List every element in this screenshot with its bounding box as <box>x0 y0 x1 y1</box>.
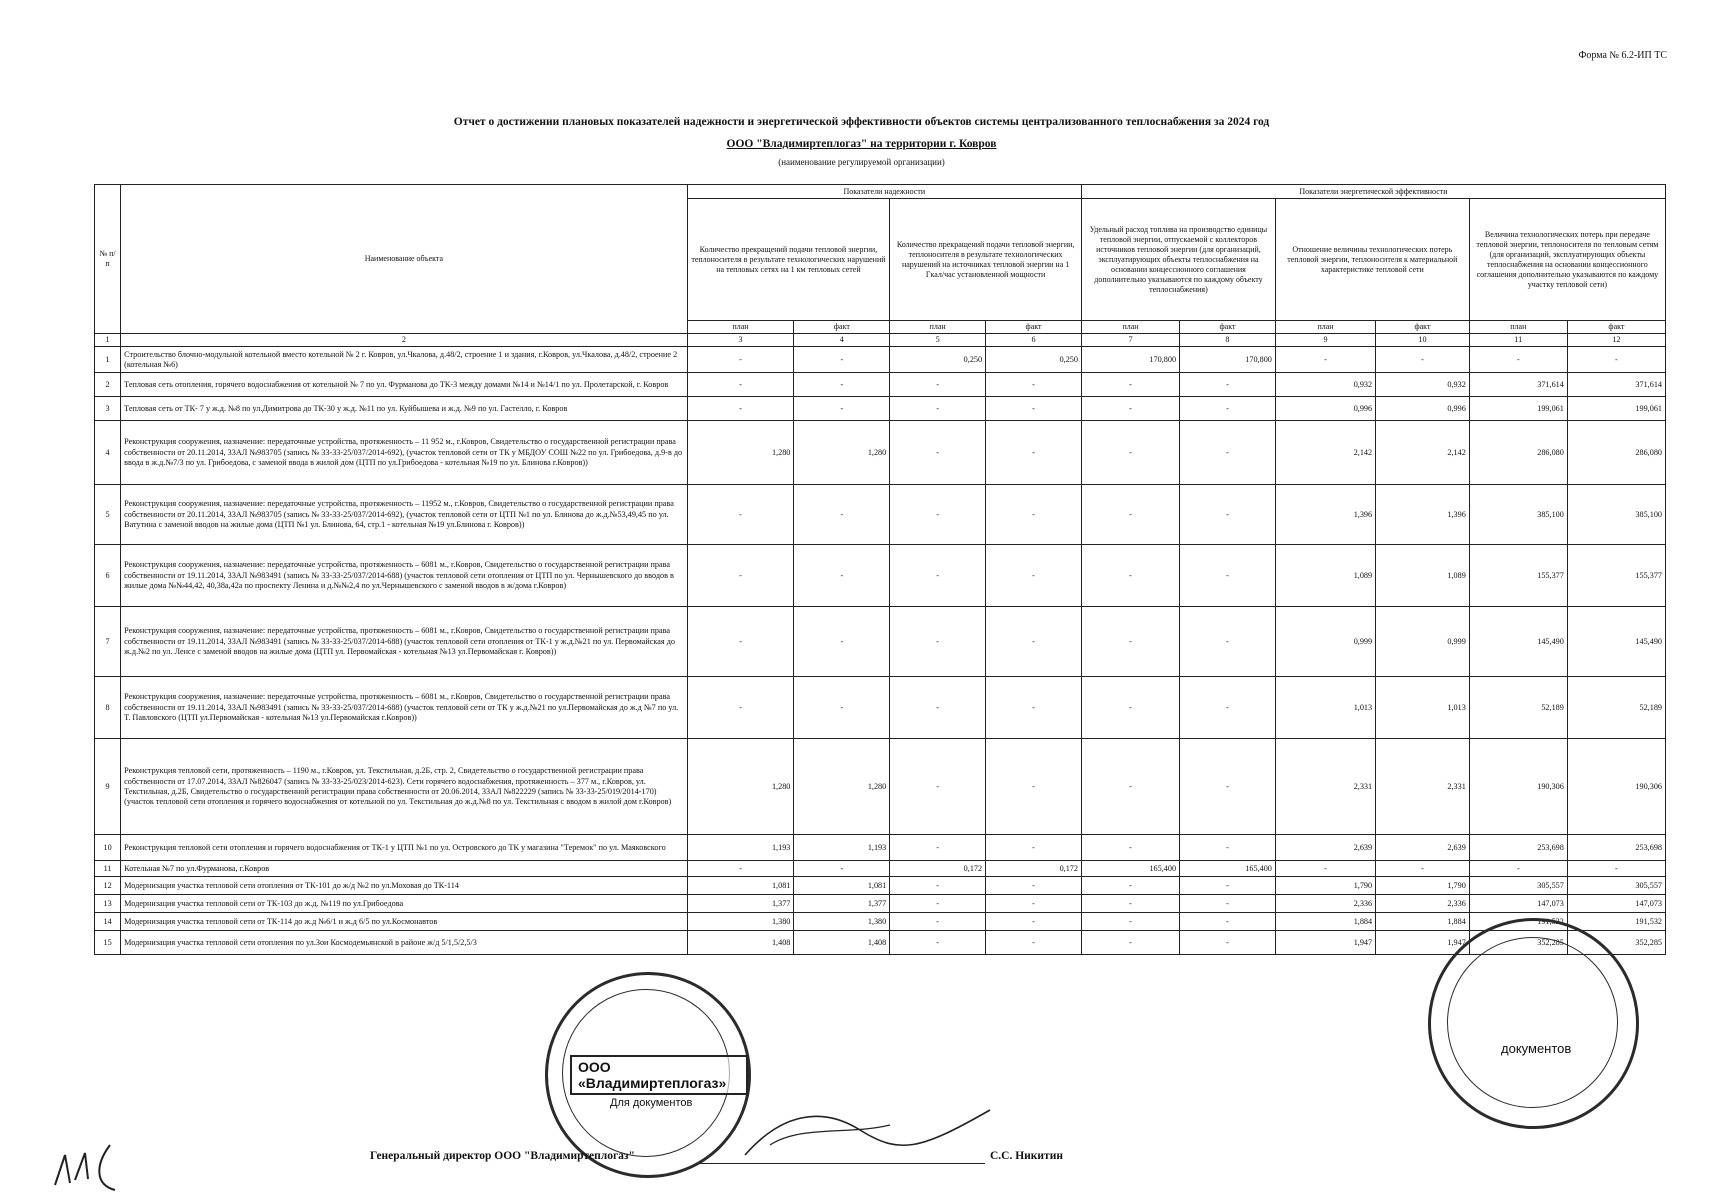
value-cell: 190,306 <box>1567 739 1665 835</box>
value-cell: - <box>1180 545 1276 607</box>
header-plan: план <box>1275 321 1375 334</box>
header-fact: факт <box>1376 321 1470 334</box>
column-index-cell: 12 <box>1567 334 1665 347</box>
value-cell: - <box>1180 931 1276 955</box>
column-index-row <box>95 334 1666 347</box>
value-cell: - <box>890 397 986 421</box>
value-cell: - <box>1180 421 1276 485</box>
header-fact: факт <box>1567 321 1665 334</box>
table-row <box>95 347 1666 373</box>
header-col-a: Количество прекращений подачи тепловой энергии, теплоносителя в результате технологических нарушений на тепловых сетях на 1 км тепловых сетей <box>687 199 890 321</box>
object-name: Модернизация участка тепловой сети отопления по ул.Зои Космодемьянской в районе ж/д 5/1,5/2,5/3 <box>121 931 687 955</box>
value-cell: 155,377 <box>1567 545 1665 607</box>
value-cell: 1,377 <box>687 895 794 913</box>
row-number: 11 <box>95 861 121 877</box>
value-cell: 1,408 <box>687 931 794 955</box>
value-cell: 1,280 <box>687 739 794 835</box>
value-cell: - <box>1081 913 1179 931</box>
value-cell: - <box>890 877 986 895</box>
table-row <box>95 913 1666 931</box>
value-cell: - <box>1081 835 1179 861</box>
value-cell: 2,142 <box>1275 421 1375 485</box>
value-cell: 352,285 <box>1567 931 1665 955</box>
value-cell: - <box>794 373 890 397</box>
report-title: Отчет о достижении плановых показателей надежности и энергетической эффективности объектов системы централизованного теплоснабжения за 2024 год <box>453 116 1270 128</box>
value-cell: 1,377 <box>794 895 890 913</box>
value-cell: 1,884 <box>1275 913 1375 931</box>
value-cell: - <box>986 739 1082 835</box>
value-cell: - <box>890 835 986 861</box>
value-cell: 0,999 <box>1275 607 1375 677</box>
seal-left-bottom: Для документов <box>610 1097 693 1109</box>
header-fact: факт <box>986 321 1082 334</box>
value-cell: - <box>1275 347 1375 373</box>
object-name: Реконструкция сооружения, назначение: передаточные устройства, протяженность – 11 952 м., г.Ковров, Свидетельство о государственной регистрации права собственности от 20.11.2014, 33АЛ №983705 (запись № 33-33-25/037/2014-692), (участок тепловой сети от ТК у МБДОУ СОШ №22 по ул. Грибоедова, д.9-в до ввода в ж.д.№7/3 по ул. Грибоедова, с заменой ввода в жилой дом (ЦТП по ул.Грибоедова - котельная №19 по ул. Блинова г.Ковров)) <box>121 421 687 485</box>
seal-left-box: ООО «Владимиртеплогаз» <box>570 1055 748 1095</box>
object-name: Реконструкция сооружения, назначение: передаточные устройства, протяженность – 11952 м., г.Ковров, Свидетельство о государственной регистрации права собственности от 20.11.2014, 33АЛ №983705 (запись № 33-33-25/037/2014-692), (участок тепловой сети от ЦТП №1 по ул. Блинова до ж.д.№53,49,45 по ул. Ватутина с заменой вводов на жилые дома (ЦТП №1 ул. Блинова, 64, стр.1 - котельная №19 ул.Блинова г. Ковров)) <box>121 485 687 545</box>
report-table <box>94 184 1666 955</box>
value-cell: - <box>1180 373 1276 397</box>
header-plan: план <box>1081 321 1179 334</box>
signature-name: С.С. Никитин <box>990 1150 1063 1162</box>
object-name: Модернизация участка тепловой сети от ТК-103 до ж.д. №119 по ул.Грибоедова <box>121 895 687 913</box>
column-index-cell: 6 <box>986 334 1082 347</box>
object-name: Котельная №7 по ул.Фурманова, г.Ковров <box>121 861 687 877</box>
table-row <box>95 485 1666 545</box>
header-plan: план <box>1469 321 1567 334</box>
row-number: 15 <box>95 931 121 955</box>
value-cell: - <box>986 545 1082 607</box>
value-cell: - <box>687 607 794 677</box>
value-cell: - <box>890 485 986 545</box>
form-number: Форма № 6.2-ИП ТС <box>1578 50 1667 61</box>
value-cell: 165,400 <box>1180 861 1276 877</box>
row-number: 3 <box>95 397 121 421</box>
value-cell: - <box>794 861 890 877</box>
value-cell: - <box>794 677 890 739</box>
table-row <box>95 895 1666 913</box>
value-cell: 2,331 <box>1275 739 1375 835</box>
row-number: 5 <box>95 485 121 545</box>
value-cell: - <box>986 895 1082 913</box>
value-cell: 2,639 <box>1376 835 1470 861</box>
value-cell: 1,089 <box>1376 545 1470 607</box>
object-name: Реконструкция сооружения, назначение: передаточные устройства, протяженность – 6081 м., г.Ковров, Свидетельство о государственной регистрации права собственности от 19.11.2014, 33АЛ №983491 (запись № 33-33-25/037/2014-688) (участок тепловой сети отопления от ЦТП по ул. Чернышевского до вводов в жилые дома №№44,42, 40,38а,42а по проспекту Ленина и д.№№2,4 по ул.Чернышевского с заменой вводов в ж/дома г.Ковров) <box>121 545 687 607</box>
table-row <box>95 545 1666 607</box>
value-cell: - <box>1469 861 1567 877</box>
value-cell: 1,947 <box>1275 931 1375 955</box>
value-cell: 0,172 <box>986 861 1082 877</box>
value-cell: - <box>890 607 986 677</box>
value-cell: 1,193 <box>687 835 794 861</box>
value-cell: - <box>890 545 986 607</box>
value-cell: 1,193 <box>794 835 890 861</box>
value-cell: - <box>794 607 890 677</box>
column-index-cell: 5 <box>890 334 986 347</box>
signature-scribble <box>740 1095 1000 1165</box>
signature-rule <box>700 1163 985 1164</box>
object-name: Реконструкция тепловой сети отопления и горячего водоснабжения от ТК-1 у ЦТП №1 по ул. Островского до ТК у магазина "Теремок" по ул. Маяковского <box>121 835 687 861</box>
value-cell: 286,080 <box>1469 421 1567 485</box>
value-cell: - <box>1081 545 1179 607</box>
value-cell: - <box>986 397 1082 421</box>
object-name: Реконструкция сооружения, назначение: передаточные устройства, протяженность – 6081 м., г.Ковров, Свидетельство о государственной регистрации права собственности от 19.11.2014, 33АЛ №983491 (запись № 33-33-25/037/2014-688) (участок тепловой сети от ТК у ж.д.№21 по ул.Первомайская до ж.д №7 по ул. Т. Павловского (ЦТП ул.Первомайская - котельная №13 ул.Первомайская г.Ковров)) <box>121 677 687 739</box>
value-cell: 1,790 <box>1275 877 1375 895</box>
value-cell: 1,280 <box>687 421 794 485</box>
value-cell: - <box>1081 607 1179 677</box>
value-cell: 2,336 <box>1275 895 1375 913</box>
value-cell: - <box>890 739 986 835</box>
value-cell: 286,080 <box>1567 421 1665 485</box>
value-cell: 170,800 <box>1081 347 1179 373</box>
value-cell: 371,614 <box>1469 373 1567 397</box>
value-cell: 371,614 <box>1567 373 1665 397</box>
value-cell: - <box>890 913 986 931</box>
value-cell: - <box>1275 861 1375 877</box>
value-cell: - <box>1081 373 1179 397</box>
header-plan: план <box>890 321 986 334</box>
row-number: 6 <box>95 545 121 607</box>
row-number: 13 <box>95 895 121 913</box>
value-cell: - <box>1376 861 1470 877</box>
value-cell: 0,999 <box>1376 607 1470 677</box>
table-row <box>95 421 1666 485</box>
row-number: 7 <box>95 607 121 677</box>
value-cell: - <box>986 677 1082 739</box>
value-cell: 147,073 <box>1567 895 1665 913</box>
header-fact: факт <box>1180 321 1276 334</box>
value-cell: - <box>1081 739 1179 835</box>
value-cell: - <box>1081 397 1179 421</box>
initials-scribble <box>50 1135 130 1195</box>
value-cell: 0,250 <box>890 347 986 373</box>
table-row <box>95 739 1666 835</box>
value-cell: 1,947 <box>1376 931 1470 955</box>
value-cell: - <box>1567 861 1665 877</box>
header-plan: план <box>687 321 794 334</box>
value-cell: - <box>1081 931 1179 955</box>
value-cell: - <box>986 835 1082 861</box>
row-number: 2 <box>95 373 121 397</box>
value-cell: - <box>986 373 1082 397</box>
value-cell: - <box>890 895 986 913</box>
value-cell: - <box>1081 485 1179 545</box>
row-number: 12 <box>95 877 121 895</box>
header-col-d: Отношение величины технологических потерь тепловой энергии, теплоносителя к материальной характеристике тепловой сети <box>1275 199 1469 321</box>
value-cell: - <box>794 347 890 373</box>
organization-name: ООО "Владимиртеплогаз" на территории г. Ковров <box>726 138 997 150</box>
value-cell: - <box>986 931 1082 955</box>
value-cell: 155,377 <box>1469 545 1567 607</box>
object-name: Модернизация участка тепловой сети от ТК-114 до ж.д №6/1 и ж.д 6/5 по ул.Космонавтов <box>121 913 687 931</box>
header-col-c: Удельный расход топлива на производство единицы тепловой энергии, отпускаемой с коллекторов источников тепловой энергии (для организаций, эксплуатирующих объекты теплоснабжения на основании концессионного соглашения дополнительно указываются по каждому объекту теплоснабжения) <box>1081 199 1275 321</box>
value-cell: - <box>687 545 794 607</box>
table-row <box>95 877 1666 895</box>
value-cell: - <box>986 421 1082 485</box>
header-reliability: Показатели надежности <box>687 185 1081 199</box>
value-cell: 145,490 <box>1469 607 1567 677</box>
value-cell: 1,884 <box>1376 913 1470 931</box>
table-row <box>95 931 1666 955</box>
value-cell: 2,336 <box>1376 895 1470 913</box>
seal-right-bottom: документов <box>1501 1041 1572 1056</box>
value-cell: - <box>890 373 986 397</box>
value-cell: 1,790 <box>1376 877 1470 895</box>
header-col-e: Величина технологических потерь при передаче тепловой энергии, теплоносителя по тепловым сетям (для организаций, эксплуатирующих объекты теплоснабжения на основании концессионного соглашения дополнительно указываются по каждому участку тепловой сети) <box>1469 199 1665 321</box>
value-cell: 199,061 <box>1469 397 1567 421</box>
value-cell: 1,380 <box>794 913 890 931</box>
row-number: 4 <box>95 421 121 485</box>
header-num: № п/п <box>95 185 121 334</box>
value-cell: 147,073 <box>1469 895 1567 913</box>
column-index-cell: 7 <box>1081 334 1179 347</box>
organization-line <box>0 138 1723 150</box>
value-cell: - <box>1567 347 1665 373</box>
object-name: Строительство блочно-модульной котельной вместо котельной № 2 г. Ковров, ул.Чкалова, д.48/2, строение 1 и здания, г.Ковров, ул.Чкалова, д.48/2, строение 2 (котельная №6) <box>121 347 687 373</box>
table-row <box>95 835 1666 861</box>
table-body <box>95 347 1666 955</box>
value-cell: - <box>1469 347 1567 373</box>
value-cell: - <box>1180 895 1276 913</box>
value-cell: 2,331 <box>1376 739 1470 835</box>
value-cell: 0,996 <box>1376 397 1470 421</box>
column-index-cell: 1 <box>95 334 121 347</box>
value-cell: 0,250 <box>986 347 1082 373</box>
value-cell: - <box>890 677 986 739</box>
value-cell: 0,932 <box>1275 373 1375 397</box>
value-cell: 1,396 <box>1376 485 1470 545</box>
value-cell: - <box>1180 739 1276 835</box>
value-cell: 191,532 <box>1469 913 1567 931</box>
value-cell: - <box>1081 677 1179 739</box>
table-row <box>95 607 1666 677</box>
value-cell: - <box>1180 877 1276 895</box>
column-index-cell: 8 <box>1180 334 1276 347</box>
value-cell: - <box>890 421 986 485</box>
column-index-cell: 4 <box>794 334 890 347</box>
table-row <box>95 373 1666 397</box>
header-fact: факт <box>794 321 890 334</box>
header-name: Наименование объекта <box>121 185 687 334</box>
value-cell: 0,996 <box>1275 397 1375 421</box>
table-row <box>95 677 1666 739</box>
value-cell: - <box>1180 607 1276 677</box>
value-cell: 190,306 <box>1469 739 1567 835</box>
value-cell: 253,698 <box>1469 835 1567 861</box>
value-cell: - <box>794 397 890 421</box>
value-cell: 165,400 <box>1081 861 1179 877</box>
column-index-cell: 2 <box>121 334 687 347</box>
value-cell: - <box>1180 397 1276 421</box>
row-number: 9 <box>95 739 121 835</box>
table-row <box>95 397 1666 421</box>
object-name: Модернизация участка тепловой сети отопления от ТК-101 до ж/д №2 по ул.Моховая до ТК-114 <box>121 877 687 895</box>
value-cell: - <box>1081 895 1179 913</box>
value-cell: 2,639 <box>1275 835 1375 861</box>
value-cell: 352,285 <box>1469 931 1567 955</box>
value-cell: - <box>687 677 794 739</box>
value-cell: 1,280 <box>794 421 890 485</box>
header-efficiency: Показатели энергетической эффективности <box>1081 185 1665 199</box>
row-number: 8 <box>95 677 121 739</box>
value-cell: 1,013 <box>1275 677 1375 739</box>
value-cell: 1,081 <box>687 877 794 895</box>
organization-note: (наименование регулируемой организации) <box>778 157 945 167</box>
value-cell: 191,532 <box>1567 913 1665 931</box>
value-cell: - <box>986 485 1082 545</box>
row-number: 14 <box>95 913 121 931</box>
value-cell: - <box>1180 913 1276 931</box>
value-cell: 170,800 <box>1180 347 1276 373</box>
value-cell: - <box>1180 485 1276 545</box>
value-cell: 52,189 <box>1469 677 1567 739</box>
value-cell: - <box>986 877 1082 895</box>
column-index-cell: 10 <box>1376 334 1470 347</box>
value-cell: 1,089 <box>1275 545 1375 607</box>
value-cell: 145,490 <box>1567 607 1665 677</box>
row-number: 10 <box>95 835 121 861</box>
value-cell: 1,380 <box>687 913 794 931</box>
value-cell: 385,100 <box>1469 485 1567 545</box>
value-cell: 1,408 <box>794 931 890 955</box>
value-cell: 199,061 <box>1567 397 1665 421</box>
value-cell: - <box>794 545 890 607</box>
value-cell: - <box>986 913 1082 931</box>
value-cell: - <box>1180 835 1276 861</box>
value-cell: - <box>687 373 794 397</box>
value-cell: - <box>1180 677 1276 739</box>
column-index-cell: 3 <box>687 334 794 347</box>
value-cell: 1,081 <box>794 877 890 895</box>
value-cell: 1,396 <box>1275 485 1375 545</box>
value-cell: - <box>1081 877 1179 895</box>
value-cell: 0,172 <box>890 861 986 877</box>
column-index-cell: 9 <box>1275 334 1375 347</box>
header-col-b: Количество прекращений подачи тепловой энергии, теплоносителя в результате технологических нарушений на источниках тепловой энергии на 1 Гкал/час установленной мощности <box>890 199 1082 321</box>
value-cell: 253,698 <box>1567 835 1665 861</box>
value-cell: 0,932 <box>1376 373 1470 397</box>
value-cell: 1,013 <box>1376 677 1470 739</box>
value-cell: - <box>890 931 986 955</box>
value-cell: - <box>687 861 794 877</box>
value-cell: - <box>986 607 1082 677</box>
object-name: Тепловая сеть отопления, горячего водоснабжения от котельной № 7 по ул. Фурманова до ТК-3 между домами №14 и №14/1 по ул. Пролетарской, г. Ковров <box>121 373 687 397</box>
value-cell: 305,557 <box>1567 877 1665 895</box>
value-cell: - <box>1081 421 1179 485</box>
object-name: Тепловая сеть от ТК- 7 у ж.д. №8 по ул.Димитрова до ТК-30 у ж.д. №11 по ул. Куйбышева и ж.д. №9 по ул. Гастелло, г. Ковров <box>121 397 687 421</box>
column-index-cell: 11 <box>1469 334 1567 347</box>
object-name: Реконструкция тепловой сети, протяженность – 1190 м., г.Ковров, ул. Текстильная, д.2Б, стр. 2, Свидетельство о государственной регистрации права собственности от 17.07.2014, 33АЛ №826047 (запись № 33-33-25/023/2014-623). Сети горячего водоснабжения, протяженность – 377 м., г.Ковров, ул. Текстильная, д.2Б, Свидетельство о государственной регистрации права собственности от 20.06.2014, 33АЛ №822229 (запись № 33-33-25/019/2014-170) (участок тепловой сети отопления и горячего водоснабжения от котельной по ул. Текстильная до ж.д.№8 по ул. Текстильная с вводом в жилой дом г.Ковров) <box>121 739 687 835</box>
row-number: 1 <box>95 347 121 373</box>
value-cell: 1,280 <box>794 739 890 835</box>
value-cell: 52,189 <box>1567 677 1665 739</box>
value-cell: - <box>687 347 794 373</box>
value-cell: 2,142 <box>1376 421 1470 485</box>
value-cell: 305,557 <box>1469 877 1567 895</box>
object-name: Реконструкция сооружения, назначение: передаточные устройства, протяженность – 6081 м., г.Ковров, Свидетельство о государственной регистрации права собственности от 19.11.2014, 33АЛ №983491 (запись № 33-33-25/037/2014-688) (участок тепловой сети отопления от ТК-1 у ж.д.№21 по ул. Первомайская до ж.д.№2 по ул. Ленсе с заменой вводов на жилые дома (ЦТП ул. Первомайская - котельная №13 ул.Первомайская г. Ковров)) <box>121 607 687 677</box>
value-cell: - <box>1376 347 1470 373</box>
value-cell: - <box>687 485 794 545</box>
value-cell: - <box>794 485 890 545</box>
value-cell: - <box>687 397 794 421</box>
signature-position: Генеральный директор ООО "Владимиртеплогаз" <box>370 1150 635 1162</box>
value-cell: 385,100 <box>1567 485 1665 545</box>
company-seal-left <box>545 972 751 1178</box>
table-row <box>95 861 1666 877</box>
